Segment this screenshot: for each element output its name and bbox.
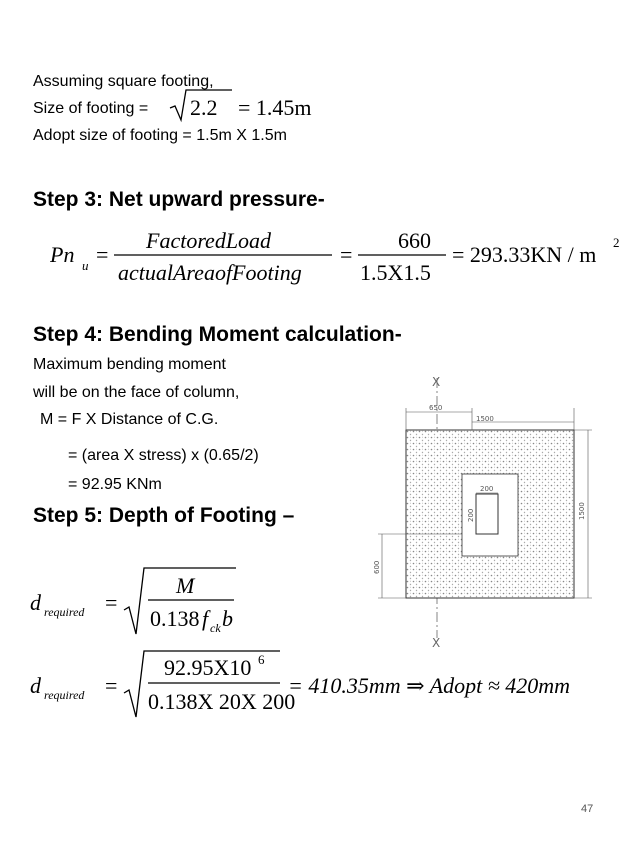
d-symbol: d [30, 590, 41, 615]
dimension-200-width: 200 [480, 485, 494, 493]
equals-sign: = [340, 242, 353, 267]
axis-mark-top: X [432, 375, 441, 389]
depth-formula-general [30, 560, 270, 640]
dimension-600: 600 [373, 560, 381, 574]
depth-formula-numeric [30, 645, 630, 725]
depth-result: = 410.35mm ⇒ Adopt ≈ 420mm [288, 673, 571, 698]
dimension-200-height: 200 [467, 508, 475, 522]
pn-symbol: Pn [50, 242, 75, 267]
denominator-area: actualAreaofFooting [118, 260, 302, 285]
assumption-text: Assuming square footing, [33, 73, 214, 90]
step4-line3: M = F X Distance of C.G. [40, 411, 219, 428]
size-result: = 1.45m [238, 95, 312, 120]
den-b: b [222, 606, 233, 631]
numerator-moment: 92.95X10 [164, 655, 252, 680]
adopt-size-text: Adopt size of footing = 1.5m X 1.5m [33, 127, 287, 144]
numerator-superscript: 6 [258, 652, 265, 667]
footing-plan-drawing [370, 370, 610, 650]
dimension-1500-right: 1500 [578, 502, 586, 520]
step3-heading: Step 3: Net upward pressure- [33, 188, 325, 211]
pn-subscript: u [82, 258, 89, 273]
equals-sign: = [105, 673, 118, 698]
step5-heading: Step 5: Depth of Footing – [33, 504, 295, 527]
equals-sign: = [96, 242, 109, 267]
numerator-factored-load: FactoredLoad [146, 228, 272, 253]
dimension-1500-top: 1500 [476, 415, 494, 423]
step4-line5: = 92.95 KNm [68, 476, 162, 493]
step4-heading: Step 4: Bending Moment calculation- [33, 323, 402, 346]
column [476, 494, 498, 534]
page-number: 47 [581, 803, 594, 815]
size-formula [168, 86, 338, 124]
den-f: f [202, 606, 209, 631]
den-coefficient: 0.138 [150, 606, 200, 631]
denominator-dims: 1.5X1.5 [360, 260, 431, 285]
axis-mark-bottom: X [432, 636, 441, 650]
denominator-values: 0.138X 20X 200 [148, 689, 296, 714]
d-subscript: required [44, 605, 85, 619]
pressure-result: = 293.33KN / m [452, 242, 597, 267]
numerator-660: 660 [398, 228, 431, 253]
dimension-650: 650 [429, 404, 443, 412]
step4-line4: = (area X stress) x (0.65/2) [68, 447, 259, 464]
equals-sign: = [105, 590, 118, 615]
d-symbol: d [30, 673, 41, 698]
numerator-m: M [176, 573, 195, 598]
size-radicand: 2.2 [190, 95, 218, 120]
step4-line1: Maximum bending moment [33, 356, 226, 373]
size-label: Size of footing = [33, 100, 149, 117]
den-ck-subscript: ck [210, 621, 221, 635]
net-pressure-formula [50, 220, 630, 290]
result-superscript: 2 [613, 235, 620, 250]
step4-line2: will be on the face of column, [33, 384, 240, 401]
d-subscript: required [44, 688, 85, 702]
